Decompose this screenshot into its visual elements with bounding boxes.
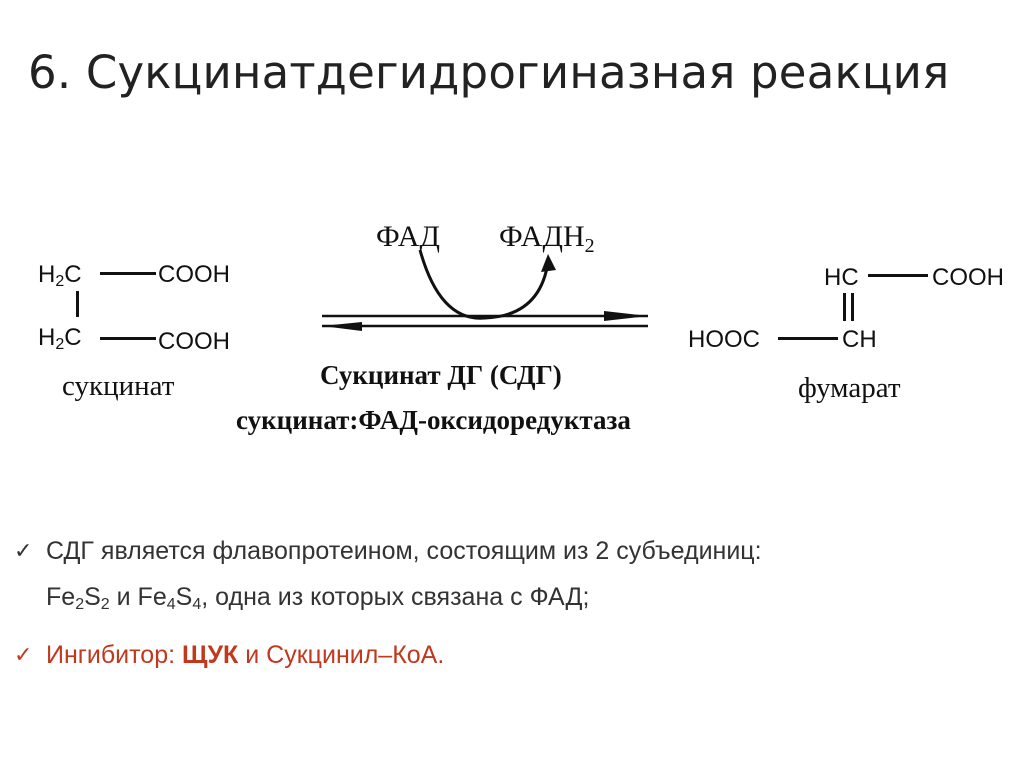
succinate-ch2-bottom: $H_2C$ [38,324,82,353]
enzyme-full-name: сукцинат:ФАД-оксидоредуктаза [236,405,631,435]
page-title: 6. Сукцинатдегидрогиназная реакция [28,46,950,99]
succinate-cooh-top: COOH [158,261,230,288]
fumarate-cooh: COOH [932,264,1004,291]
fumarate-ch: CH [842,326,877,353]
bullet-sdh-line1: СДГ является флавопротеином, состоящим из 2 субъединиц: [46,537,762,565]
cofactor-curve-arrowhead [541,254,556,272]
succinate-bond-vertical [76,291,79,317]
fumarate-bond-bottom [778,337,838,340]
check-icon: ✓ [14,642,33,667]
reverse-arrow-head [322,322,362,331]
cofactor-fad: ФАД [376,220,440,253]
forward-arrow-head [604,311,648,321]
enzyme-name: Сукцинат ДГ (СДГ) [320,360,562,390]
succinate-ch2-top: $H_2C$ [38,261,82,290]
inhibitor-rest: и Сукцинил–КоА. [238,641,445,669]
bullet-sdh-line2: $Fe_2S_2$ и $Fe_4S_4$, одна из которых связана с ФАД; [46,583,590,613]
cofactor-curve-arrow [420,250,548,318]
bullet-item-inhibitor [14,632,1004,678]
succinate-bond-bottom [100,337,156,340]
fumarate-hooc: HOOC [688,326,760,353]
fumarate-hc: HC [824,264,859,291]
check-icon: ✓ [14,538,33,563]
fumarate-double-bond-left [843,293,846,321]
fumarate-bond-top [868,274,928,277]
succinate-label: сукцинат [62,370,175,402]
succinate-bond-top [100,272,156,275]
bullet-list [14,528,1004,678]
cofactor-fadh2: $ФАДН_2$ [499,220,595,257]
succinate-cooh-bottom: COOH [158,328,230,355]
inhibitor-prefix: Ингибитор: [46,641,183,669]
inhibitor-oaa: ЩУК [182,641,239,669]
bullet-item-sdh [14,528,1004,628]
fumarate-double-bond-right [851,293,854,321]
fumarate-label: фумарат [798,372,901,404]
